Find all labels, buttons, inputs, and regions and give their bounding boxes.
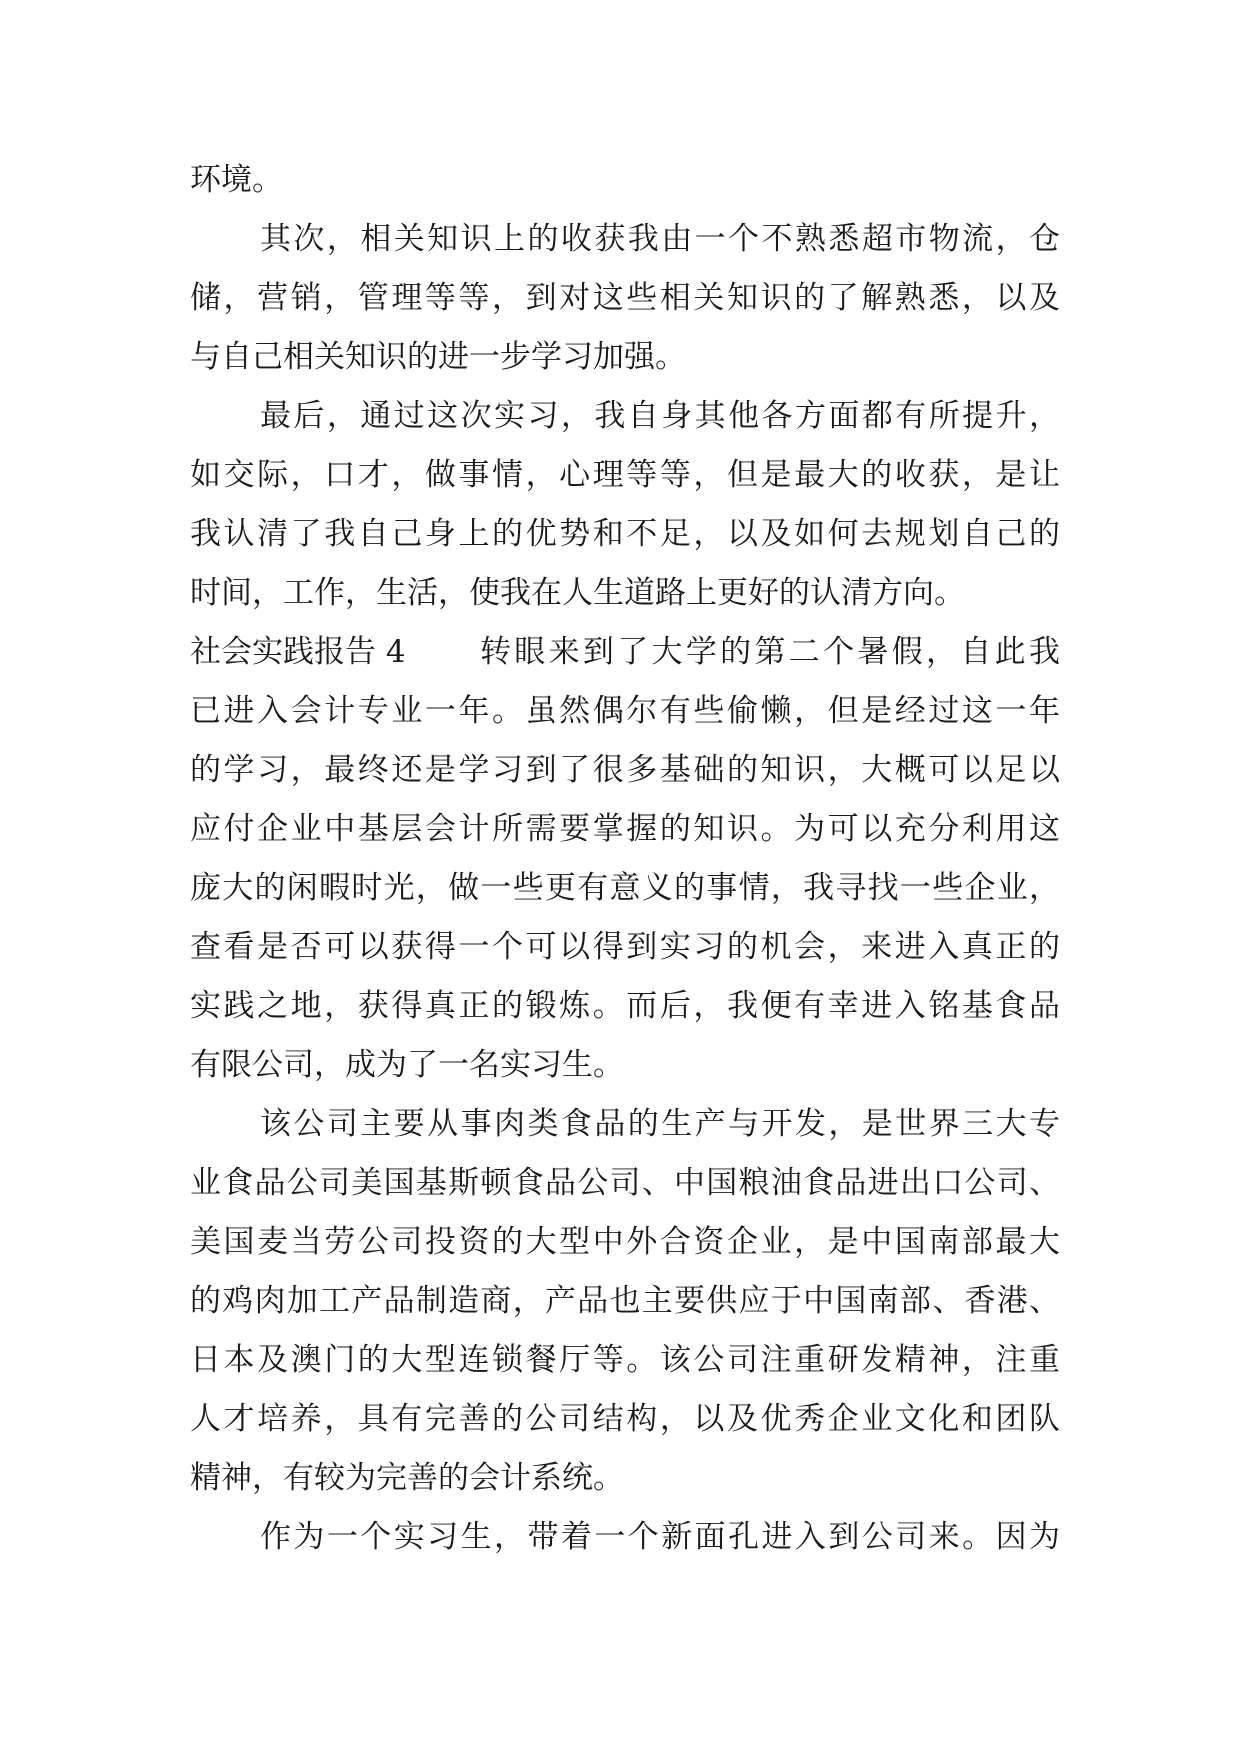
- text-line: 应付企业中基层会计所需要掌握的知识。为可以充分利用这: [190, 811, 1060, 847]
- text-line: 储，营销，管理等等，到对这些相关知识的了解熟悉，以及: [190, 280, 1060, 316]
- text-line: 与自己相关知识的进一步学习加强。: [190, 339, 686, 375]
- text-line: 精神，有较为完善的会计系统。: [190, 1460, 624, 1496]
- text-line: 的学习，最终还是学习到了很多基础的知识，大概可以足以: [190, 752, 1060, 788]
- text-line: 人才培养，具有完善的公司结构，以及优秀企业文化和团队: [190, 1401, 1060, 1437]
- text-line: 实践之地，获得真正的锻炼。而后，我便有幸进入铭基食品: [190, 988, 1060, 1024]
- text-line: 庞大的闲暇时光，做一些更有意义的事情，我寻找一些企业，: [190, 870, 1060, 906]
- text-line: 该公司主要从事肉类食品的生产与开发，是世界三大专: [260, 1106, 1060, 1142]
- text-line: 业食品公司美国基斯顿食品公司、中国粮油食品进出口公司、: [190, 1165, 1060, 1201]
- text-line: 日本及澳门的大型连锁餐厅等。该公司注重研发精神，注重: [190, 1342, 1060, 1378]
- section-heading-row: [190, 622, 1060, 682]
- text-line: 转眼来到了大学的第二个暑假，自此我: [480, 634, 1060, 670]
- text-line: 如交际，口才，做事情，心理等等，但是最大的收获，是让: [190, 457, 1060, 493]
- text-line: 有限公司，成为了一名实习生。: [190, 1047, 624, 1083]
- text-line: 最后，通过这次实习，我自身其他各方面都有所提升，: [260, 398, 1060, 434]
- text-line: 的鸡肉加工产品制造商，产品也主要供应于中国南部、香港、: [190, 1283, 1060, 1319]
- text-line: 其次，相关知识上的收获我由一个不熟悉超市物流，仓: [260, 221, 1060, 257]
- text-line: 美国麦当劳公司投资的大型中外合资企业，是中国南部最大: [190, 1224, 1060, 1260]
- text-line: 已进入会计专业一年。虽然偶尔有些偷懒，但是经过这一年: [190, 693, 1060, 729]
- text-line: 查看是否可以获得一个可以得到实习的机会，来进入真正的: [190, 929, 1060, 965]
- text-line: 我认清了我自己身上的优势和不足，以及如何去规划自己的: [190, 516, 1060, 552]
- text-line: 时间，工作，生活，使我在人生道路上更好的认清方向。: [190, 575, 965, 611]
- text-line: 作为一个实习生，带着一个新面孔进入到公司来。因为: [260, 1519, 1060, 1555]
- section-heading: 社会实践报告 4: [190, 634, 406, 670]
- text-line: 环境。: [190, 162, 283, 198]
